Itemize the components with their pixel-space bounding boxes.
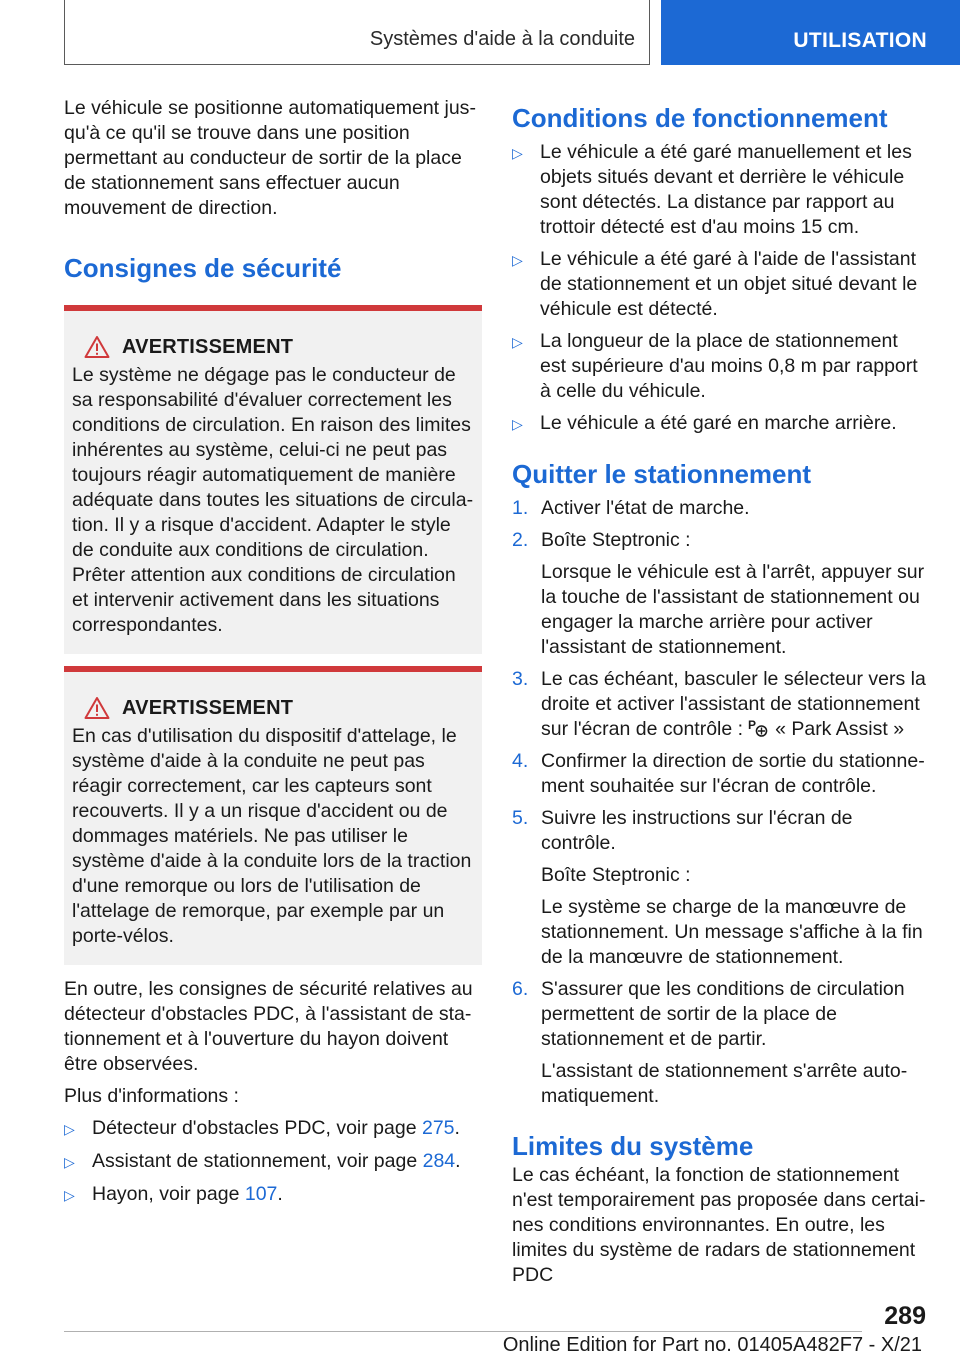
step-text-main: Le cas échéant, basculer le sélecteur vers la droite et activer l'assistant de stationnement sur l'écran de contrôle : [541,668,926,740]
bullet-triangle-icon: ▷ [512,416,523,432]
limits-paragraph: Le cas échéant, la fonction de stationnement n'est temporairement pas proposée dans certaines conditions environnantes. En outre, les limites du système de radars de stationnement PDC [512,1164,926,1286]
condition-text: La longueur de la place de stationnement est supérieure d'au moins 0,8 m par rapport à celle du véhicule. [540,330,918,402]
condition-text: Le véhicule a été garé manuellement et les objets situés devant et derrière le véhicule sont détectés. La distance par rapport au trottoir détecté est d'au moins 15 cm. [540,141,912,238]
bullet-triangle-icon: ▷ [64,1121,75,1137]
step-text: Suivre les instructions sur l'écran de contrôle. [541,807,853,854]
warning-triangle-icon [84,696,110,720]
reference-text: Détecteur d'obstacles PDC, voir page [92,1117,422,1139]
bullet-triangle-icon: ▷ [512,334,523,350]
page-link-107[interactable]: 107 [244,1183,278,1205]
reference-end: . [455,1150,461,1172]
right-column [512,96,926,1288]
exit-steps-list [512,496,926,1109]
step-text: Confirmer la direction de sortie du stationnement souhaitée sur l'écran de contrôle. [541,750,925,797]
step-subtext: L'assistant de stationnement s'arrête automatiquement. [541,1060,908,1107]
reference-end: . [277,1183,283,1205]
list-item [512,411,926,437]
header-chapter-label: UTILISATION [793,29,927,52]
reference-end: . [454,1117,460,1139]
park-assist-menu-label: « Park Assist » [775,718,905,740]
park-assist-icon [747,718,769,738]
header-section-box [64,0,650,65]
reference-list [64,1116,482,1208]
step-text: S'assurer que les conditions de circulation permettent de sortir de la place de stationnement et de partir. [541,978,905,1050]
intro-paragraph: Le véhicule se positionne automatiquement jusqu'à ce qu'il se trouve dans une position permettant au conducteur de sortir de la place de stationnement sans effectuer aucun mouvement de direction. [64,97,476,219]
page-number: 289 [884,1302,926,1330]
conditions-list [512,140,926,437]
left-column [64,96,482,1208]
step-number: 6. [512,978,529,1000]
limits-heading: Limites du système [512,1131,754,1161]
list-item [512,528,926,660]
step-text: Activer l'état de marche. [541,497,750,519]
list-item [512,247,926,322]
bullet-triangle-icon: ▷ [512,252,523,268]
conditions-heading: Conditions de fonctionnement [512,103,888,133]
warning-box-1 [64,305,482,654]
bullet-triangle-icon: ▷ [512,145,523,161]
list-item [64,1149,482,1175]
list-item [64,1182,482,1208]
step-subtext: Lorsque le véhicule est à l'arrêt, appuyer sur la touche de l'assistant de stationnement ou engager la marche arrière pour activer l'assistant de stationnement. [541,561,925,658]
page-link-284[interactable]: 284 [422,1150,456,1172]
warning-title-1: AVERTISSEMENT [122,335,294,358]
list-item [512,140,926,240]
warning-header-2 [72,696,474,720]
condition-text: Le véhicule a été garé en marche arrière. [540,412,897,434]
header-chapter-tab [661,0,960,65]
safety-heading: Consignes de sécurité [64,253,342,283]
list-item [512,329,926,404]
list-item [512,806,926,970]
step-text: Boîte Steptronic : [541,529,691,551]
exit-heading: Quitter le stationnement [512,459,812,489]
warning-triangle-icon [84,335,110,359]
after-warnings-paragraph: En outre, les consignes de sécurité relatives au détecteur d'obstacles PDC, à l'assistant de stationnement et à l'ouverture du hayon doivent être observées. [64,978,473,1075]
header-section-title: Systèmes d'aide à la conduite [369,28,635,50]
step-number: 5. [512,807,529,829]
warning-text-2: En cas d'utilisation du dispositif d'attelage, le système d'aide à la conduite ne peut pas réagir correctement, car les capteurs sont recouverts. Il y a un risque d'accident ou de dommages matériels. Ne pas utiliser le système d'aide à la conduite lors de la traction d'une remorque ou lors de l'utilisation de l'attelage de remorque, par exemple par un porte-vélos. [72,725,472,947]
footer-divider [64,1331,862,1332]
step-number: 4. [512,750,529,772]
warning-header-1 [72,335,474,359]
list-item [512,496,926,521]
bullet-triangle-icon: ▷ [64,1154,75,1170]
step-number: 3. [512,668,529,690]
more-info-label: Plus d'informations : [64,1085,239,1107]
list-item [512,667,926,742]
reference-text: Assistant de stationnement, voir page [92,1150,423,1172]
warning-text-1: Le système ne dégage pas le conducteur de sa responsabilité d'évaluer correctement les conditions de circulation. En raison des limites inhérentes au système, celui-ci ne peut pas toujours réagir automatiquement de manière adéquate dans toutes les situations de circulation. Il y a risque d'accident. Adapter le style de conduite aux conditions de circulation. Prêter attention aux conditions de circulation et intervenir activement dans les situations correspondantes. [72,364,474,636]
list-item [512,977,926,1109]
svg-text:P: P [748,718,757,732]
list-item [512,749,926,799]
reference-text: Hayon, voir page [92,1183,245,1205]
warning-box-2 [64,666,482,965]
list-item [64,1116,482,1142]
footer-edition: Online Edition for Part no. 01405A482F7 - X/21 [502,1334,922,1356]
step-text [541,667,926,742]
page-link-275[interactable]: 275 [421,1117,455,1139]
warning-title-2: AVERTISSEMENT [122,696,294,719]
step-number: 1. [512,497,529,519]
step-number: 2. [512,529,529,551]
step-subtext: Le système se charge de la manœuvre de stationnement. Un message s'affiche à la fin de la manœuvre de stationnement. [541,896,923,968]
condition-text: Le véhicule a été garé à l'aide de l'assistant de stationnement et un objet situé devant le véhicule est détecté. [540,248,918,320]
bullet-triangle-icon: ▷ [64,1187,75,1203]
step-subtext: Boîte Steptronic : [541,864,691,886]
